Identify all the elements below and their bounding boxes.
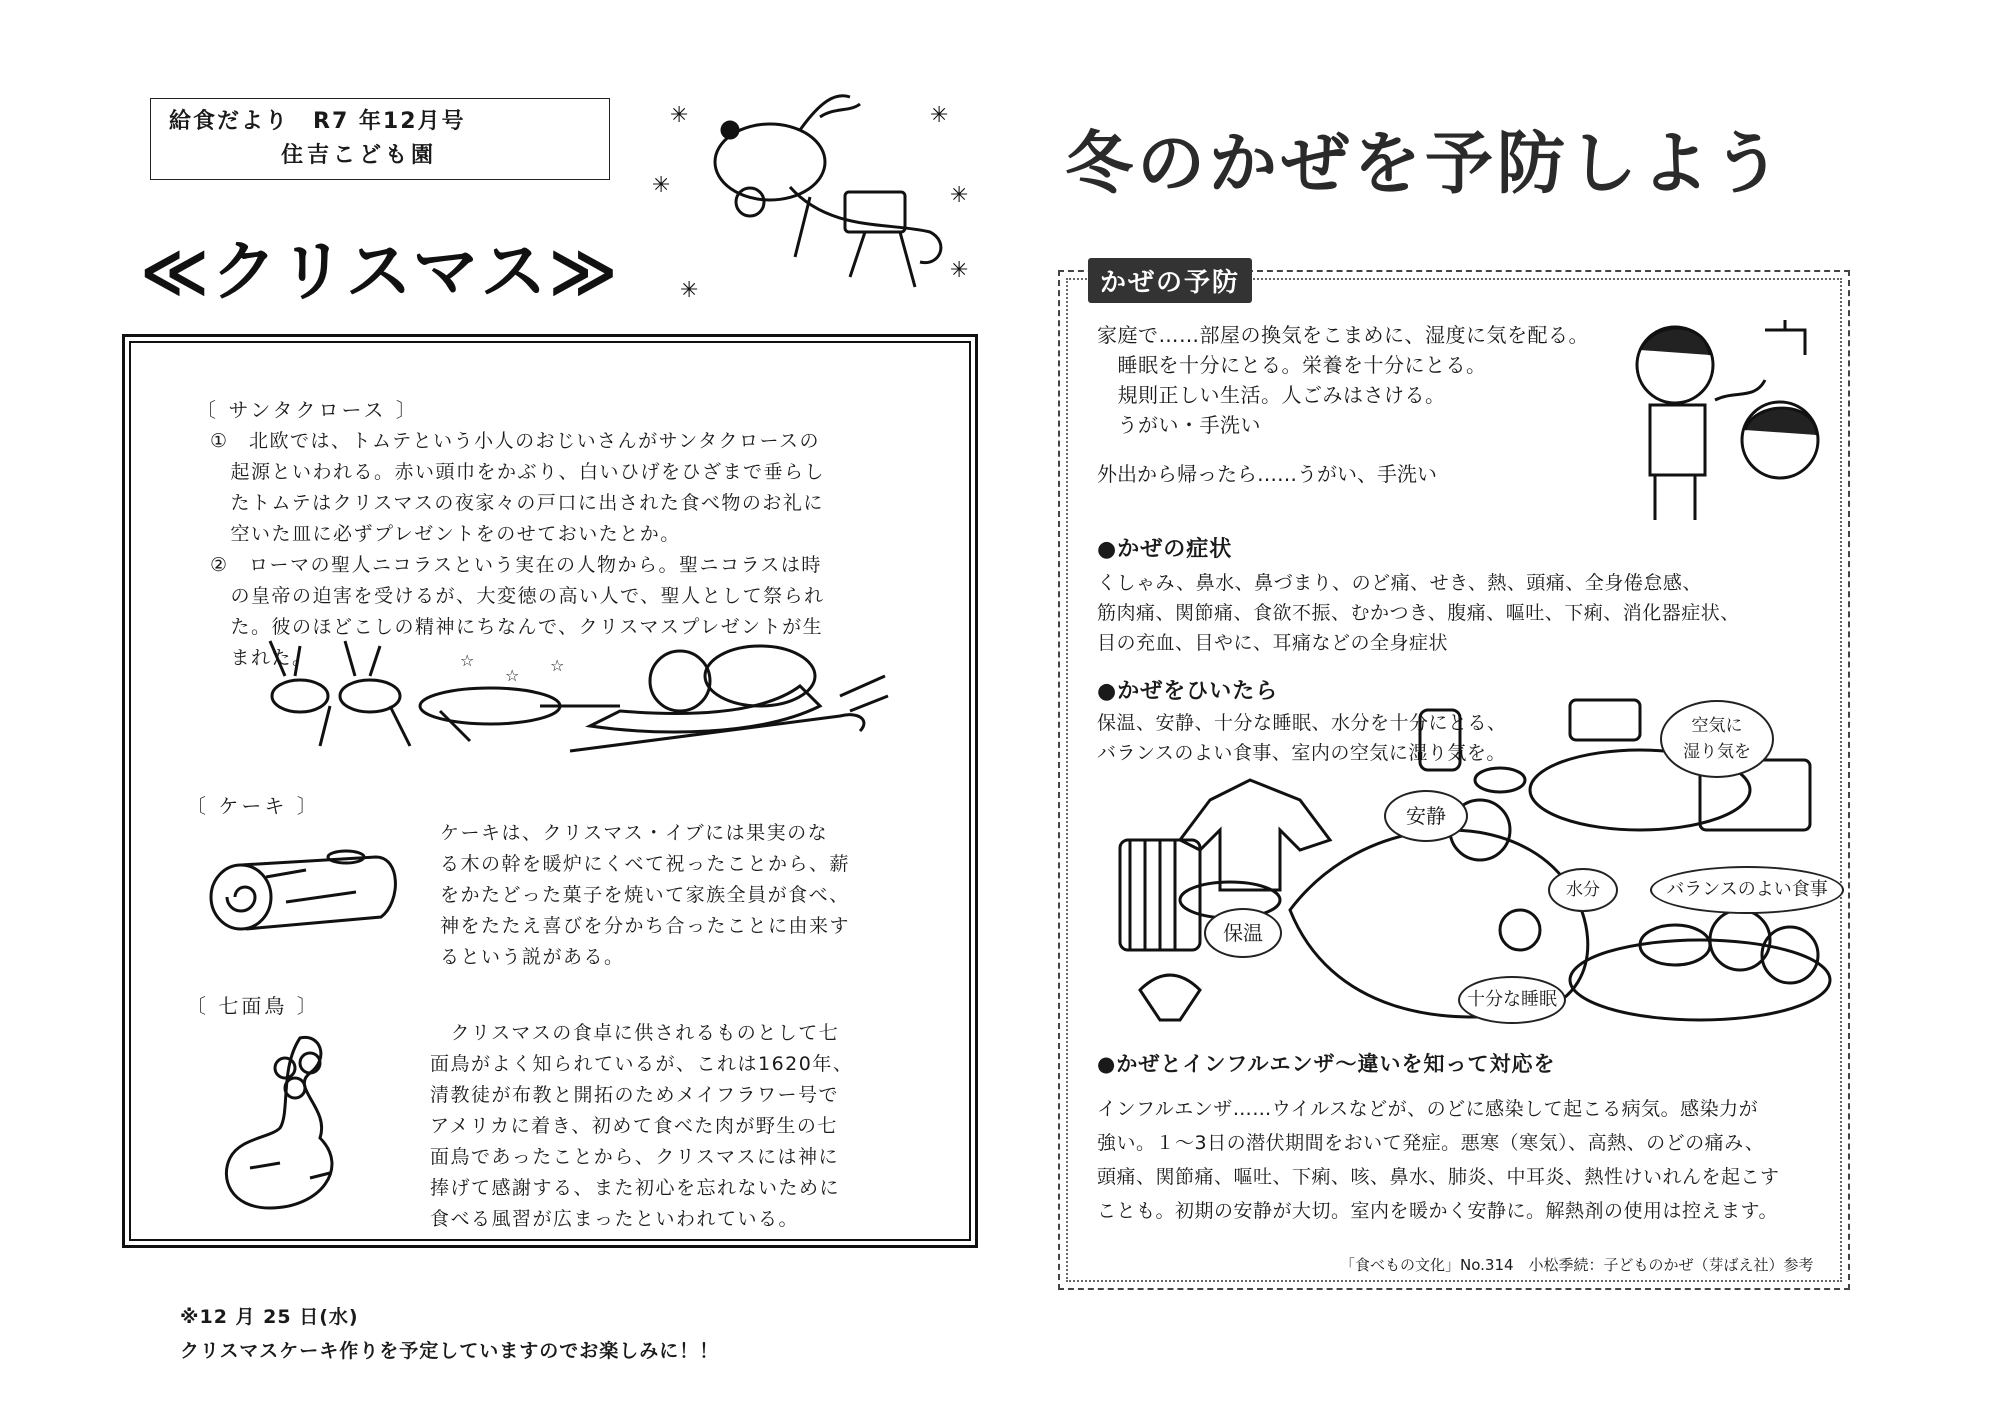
notice-date: ※12 月 25 日(水) xyxy=(180,1306,359,1328)
bubble-sleep: 十分な睡眠 xyxy=(1458,976,1566,1024)
roast-turkey-illustration xyxy=(210,1028,370,1218)
bubble-balanced-meal: バランスのよい食事 xyxy=(1650,866,1844,914)
santa-text: ① 北欧では、トムテという小人のおじいさんがサンタクロースの 起源といわれる。赤い頭巾をかぶり、白いひげをひざまで垂らし たトムテはクリスマスの夜家々の戸口に出された食べ物のお礼に 空いた皿に必ずプレゼントをのせておいたとか。 ② ローマの聖人ニコラスという実在の人物から。聖ニコラスは時 の皇帝の迫害を受けるが、大変徳の高い人で、聖人として祭られ た。彼のほどこしの精神にちなんで、クリスマスプレゼントが生 まれた。 xyxy=(210,430,826,669)
svg-text:✳: ✳ xyxy=(950,258,969,283)
if-caught-text: 保温、安静、十分な睡眠、水分を十分にとる、 バランスのよい食事、室内の空気に湿り気を。 xyxy=(1097,712,1507,764)
svg-text:✳: ✳ xyxy=(930,103,949,128)
sleigh-illustration xyxy=(240,636,890,766)
header-box xyxy=(150,98,610,180)
svg-text:✳: ✳ xyxy=(680,278,699,303)
prevention-text: 家庭で……部屋の換気をこまめに、湿度に気を配る。 睡眠を十分にとる。栄養を十分にとる。 規則正しい生活。人ごみはさける。 うがい・手洗い xyxy=(1097,323,1589,437)
bubble-rest: 安静 xyxy=(1384,790,1468,842)
source-citation: 「食べもの文化」No.314 小松季続：子どものかぜ（芽ばえ社）参考 xyxy=(1340,1256,1814,1274)
notice-text: クリスマスケーキ作りを予定していますのでお楽しみに！！ xyxy=(180,1340,720,1362)
cake-text: ケーキは、クリスマス・イブには果実のな る木の幹を暖炉にくべて祝ったことから、薪 をかたどった菓子を焼いて家族全員が食べ、 神をたたえ喜びを分かち合ったことに由来す るという説がある。 xyxy=(440,822,851,968)
handwashing-illustration xyxy=(1595,310,1845,530)
school-name: 住吉こども園 xyxy=(281,143,438,168)
prevention-badge: かぜの予防 xyxy=(1088,258,1252,303)
svg-text:☆: ☆ xyxy=(460,651,475,670)
bubble-humidity: 空気に 湿り気を xyxy=(1660,700,1774,778)
svg-text:☆: ☆ xyxy=(505,666,520,685)
symptoms-text: くしゃみ、鼻水、鼻づまり、のど痛、せき、熱、頭痛、全身倦怠感、 筋肉痛、関節痛、食欲不振、むかつき、腹痛、嘔吐、下痢、消化器症状、 目の充血、目やに、耳痛などの全身症状 xyxy=(1097,572,1740,654)
cake-event-notice xyxy=(180,1300,719,1368)
svg-text:☆: ☆ xyxy=(550,656,565,675)
newsletter-issue: 給食だより R7 年12月号 xyxy=(169,109,466,134)
svg-text:✳: ✳ xyxy=(652,173,671,198)
bubble-water: 水分 xyxy=(1548,868,1618,912)
if-caught-heading: ●かぜをひいたら xyxy=(1097,679,1279,704)
svg-text:✳: ✳ xyxy=(670,103,689,128)
svg-text:✳: ✳ xyxy=(950,183,969,208)
turkey-text: クリスマスの食卓に供されるものとして七 面鳥がよく知られているが、これは1620年、 清教徒が布教と開拓のためメイフラワー号で アメリカに着き、初めて食べた肉が野生の七 面鳥であったことから、クリスマスには神に 捧げて感謝する、また初心を忘れないために 食べる風習が広まったといわれている。 xyxy=(430,1022,854,1230)
after-outing-text: 外出から帰ったら……うがい、手洗い xyxy=(1097,462,1437,486)
christmas-title: ≪クリスマス≫ xyxy=(140,233,620,310)
santa-label: 〔 サンタクロース 〕 xyxy=(196,398,419,422)
cold-prevention-title: 冬のかぜを予防しよう xyxy=(1065,125,1786,204)
bubble-warmth: 保温 xyxy=(1204,908,1282,958)
cake-label: 〔 ケーキ 〕 xyxy=(186,794,320,818)
turkey-label: 〔 七面鳥 〕 xyxy=(186,994,320,1018)
log-cake-illustration xyxy=(206,842,406,942)
symptoms-heading: ●かぜの症状 xyxy=(1097,537,1233,562)
flu-text: インフルエンザ……ウイルスなどが、のどに感染して起こる病気。感染力が 強い。１～3日の潜伏期間をおいて発症。悪寒（寒気）、高熱、のどの痛み、 頭痛、関節痛、嘔吐、下痢、咳、鼻水、肺炎、中耳炎、熱性けいれんを起こす ことも。初期の安静が大切。室内を暖かく安静に。解熱剤の使用は控えます。 xyxy=(1097,1098,1780,1222)
reindeer-illustration xyxy=(650,82,980,312)
flu-heading: ●かぜとインフルエンザ～違いを知って対応を xyxy=(1097,1052,1556,1076)
